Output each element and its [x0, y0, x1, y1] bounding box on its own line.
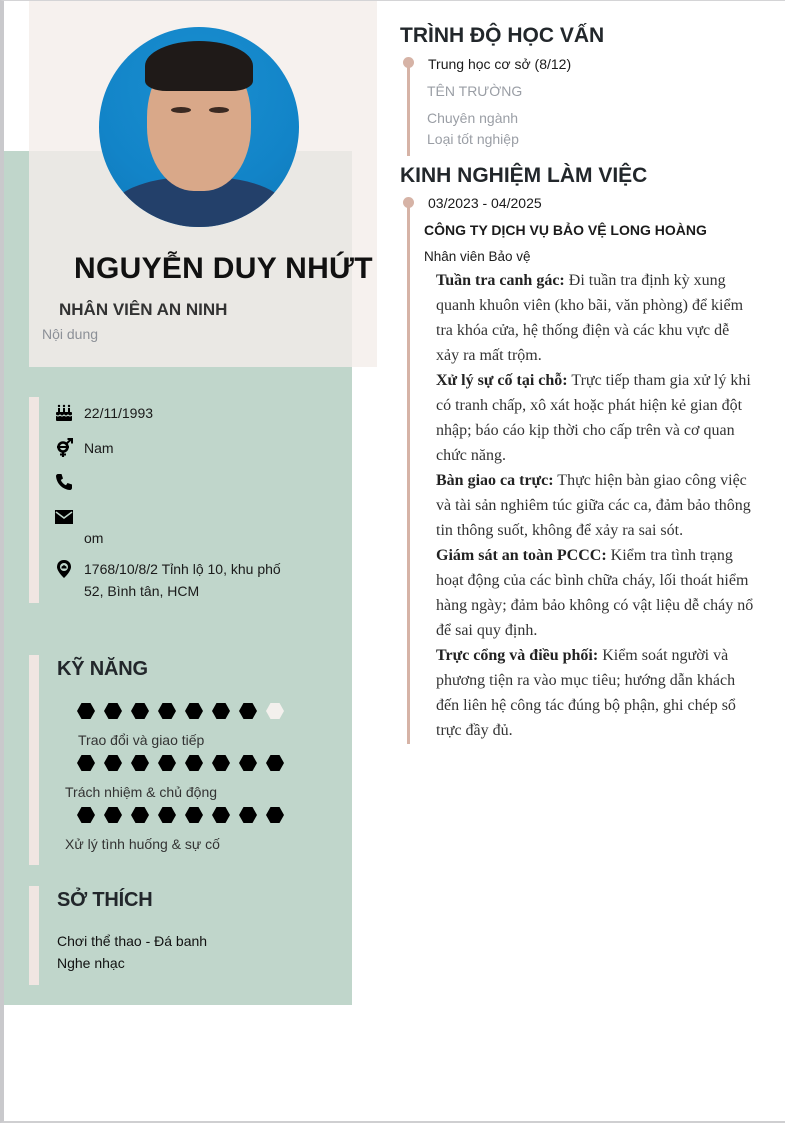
contact-email[interactable]	[52, 506, 84, 528]
skill-label: Xử lý tình huống & sự cố	[65, 836, 220, 852]
skill-rating-1	[77, 703, 284, 719]
email-icon	[52, 506, 76, 528]
job-title[interactable]: NHÂN VIÊN AN NINH	[59, 300, 228, 319]
email-value-tail: om	[84, 530, 104, 546]
skill-rating-3	[77, 807, 284, 823]
contact-address[interactable]	[52, 558, 281, 602]
rating-hex-filled	[266, 755, 284, 771]
birthday-cake-icon	[52, 402, 76, 424]
candidate-name[interactable]: NGUYỄN DUY NHỨT	[74, 252, 373, 285]
rating-hex-filled	[104, 755, 122, 771]
rating-hex-filled	[185, 703, 203, 719]
hobbies-title: SỞ THÍCH	[57, 889, 153, 911]
education-level[interactable]: Trung học cơ sở (8/12)	[428, 56, 572, 72]
rating-hex-filled	[131, 755, 149, 771]
experience-date[interactable]: 03/2023 - 04/2025	[428, 195, 542, 211]
skills-title: KỸ NĂNG	[57, 658, 148, 680]
duty-title: Tuần tra canh gác:	[436, 272, 565, 289]
skill-rating-2	[77, 755, 284, 771]
rating-hex-filled	[77, 755, 95, 771]
rating-hex-filled	[104, 703, 122, 719]
rating-hex-filled	[158, 807, 176, 823]
duty-item	[436, 468, 756, 543]
education-title: TRÌNH ĐỘ HỌC VẤN	[400, 24, 605, 47]
rating-hex-filled	[239, 703, 257, 719]
rating-hex-filled	[158, 755, 176, 771]
rating-hex-filled	[239, 807, 257, 823]
rating-hex-filled	[185, 755, 203, 771]
rating-hex-filled	[158, 703, 176, 719]
education-major[interactable]: Chuyên ngành	[427, 110, 519, 126]
duty-text: Đi tuần tra định kỳ xung quanh khuôn viên (kho bãi, văn phòng) để kiểm tra khóa cửa, hệ thống điện và các khu vực dễ xảy ra mất trộm.	[436, 272, 744, 364]
photo-eye	[171, 107, 191, 113]
duty-title: Trực cổng và điều phối:	[436, 647, 599, 664]
hobby-item[interactable]: Chơi thể thao - Đá banh	[57, 933, 208, 949]
contact-phone[interactable]	[52, 471, 84, 493]
address-value	[84, 558, 281, 602]
hobby-item[interactable]: Nghe nhạc	[57, 955, 125, 971]
rating-hex-filled	[131, 807, 149, 823]
home-location-icon	[52, 558, 76, 580]
education-timeline-line	[407, 60, 410, 156]
duty-text: Kiểm tra tình trạng hoạt động của các bình chữa cháy, lối thoát hiểm hàng ngày; đảm bảo không có vật liệu dễ cháy nổ để sai quy định.	[436, 547, 754, 639]
rating-hex-filled	[239, 755, 257, 771]
profile-subtitle[interactable]: Nội dung	[42, 326, 99, 342]
duty-item	[436, 643, 756, 743]
duty-title: Xử lý sự cố tại chỗ:	[436, 372, 568, 389]
experience-company[interactable]: CÔNG TY DỊCH VỤ BẢO VỆ LONG HOÀNG	[424, 222, 707, 238]
duty-text: Trực tiếp tham gia xử lý khi có tranh chấp, xô xát hoặc phát hiện kẻ gian đột nhập; báo cáo kịp thời cho cấp trên và cơ quan chức năng.	[436, 372, 751, 464]
experience-role[interactable]: Nhân viên Bảo vệ	[424, 249, 531, 264]
rating-hex-filled	[131, 703, 149, 719]
rating-hex-filled	[77, 807, 95, 823]
duty-title: Bàn giao ca trực:	[436, 472, 554, 489]
rating-hex-filled	[77, 703, 95, 719]
education-grade[interactable]: Loại tốt nghiệp	[427, 131, 519, 147]
duty-title: Giám sát an toàn PCCC:	[436, 547, 607, 564]
profile-photo[interactable]	[99, 27, 299, 227]
contact-gender[interactable]	[52, 437, 114, 459]
skills-accent-bar	[29, 655, 39, 865]
experience-title: KINH NGHIỆM LÀM VIỆC	[400, 164, 648, 187]
rating-hex-filled	[185, 807, 203, 823]
email-value-continuation	[84, 527, 103, 549]
rating-hex-filled	[266, 807, 284, 823]
duty-item	[436, 368, 756, 468]
phone-icon	[52, 471, 76, 493]
education-school[interactable]: TÊN TRƯỜNG	[427, 83, 523, 99]
rating-hex-empty	[266, 703, 284, 719]
hobbies-accent-bar	[29, 886, 39, 985]
gender-icon	[52, 437, 76, 459]
gender-value: Nam	[84, 440, 114, 456]
rating-hex-filled	[212, 703, 230, 719]
photo-eye	[209, 107, 229, 113]
experience-description[interactable]	[436, 268, 756, 743]
rating-hex-filled	[212, 807, 230, 823]
duty-text: Kiểm soát người và phương tiện ra vào mục tiêu; hướng dẫn khách đến liên hệ công tác đúng bộ phận, ghi chép sổ trực đầy đủ.	[436, 647, 736, 739]
duty-item	[436, 543, 756, 643]
photo-hair	[145, 41, 253, 91]
duty-item	[436, 268, 756, 368]
duty-text: Thực hiện bàn giao công việc và tài sản nghiêm túc giữa các ca, đảm bảo thông tin thông suốt, không để xảy ra sai sót.	[436, 472, 751, 539]
address-line-2: 52, Bình tân, HCM	[84, 583, 200, 599]
skill-label: Trách nhiệm & chủ động	[65, 784, 218, 800]
experience-timeline-line	[407, 200, 410, 744]
rating-hex-filled	[104, 807, 122, 823]
birthday-value: 22/11/1993	[84, 405, 154, 421]
address-line-1: 1768/10/8/2 Tỉnh lộ 10, khu phố	[84, 561, 281, 577]
contact-accent-bar	[29, 397, 39, 603]
rating-hex-filled	[212, 755, 230, 771]
contact-birthday[interactable]	[52, 402, 153, 424]
skill-label: Trao đổi và giao tiếp	[78, 732, 205, 748]
